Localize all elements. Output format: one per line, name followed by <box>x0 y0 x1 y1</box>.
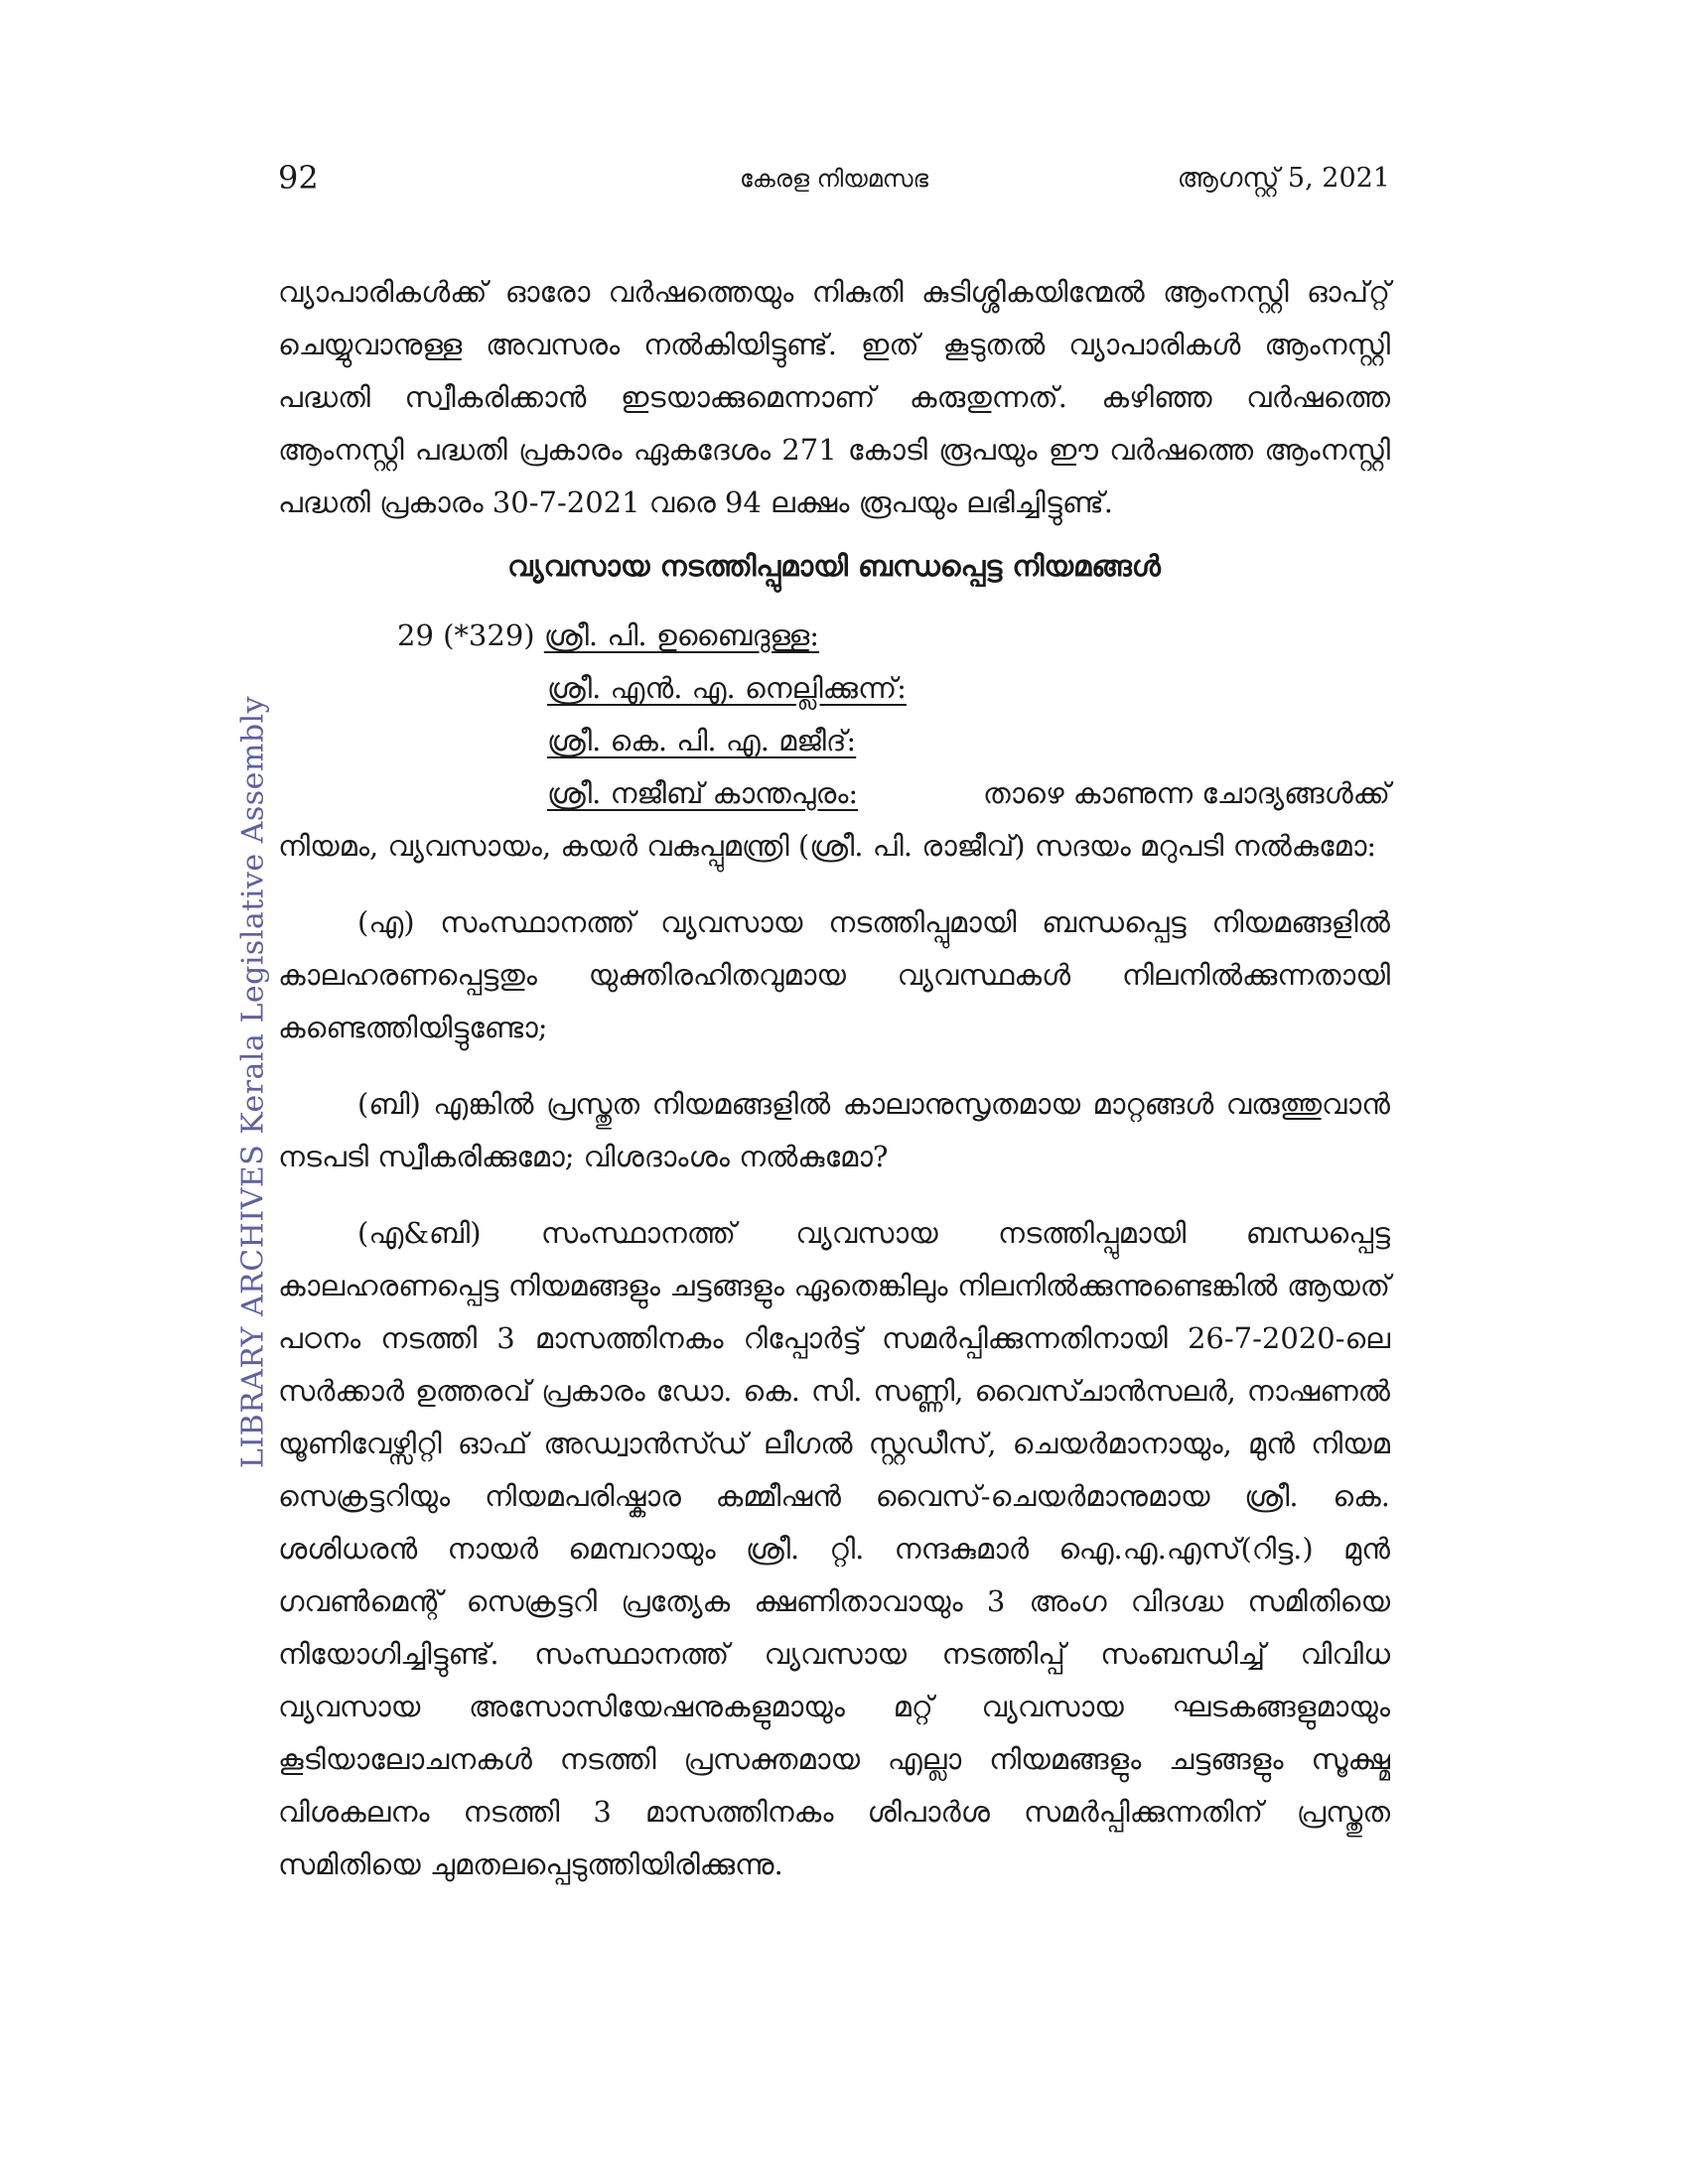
page-number: 92 <box>278 159 319 197</box>
section-heading: വ്യവസായ നടത്തിപ്പുമായി ബന്ധപ്പെട്ട നിയമങ്ങൾ <box>507 549 1161 583</box>
question-part-a: (എ) സംസ്ഥാനത്ത് വ്യവസായ നടത്തിപ്പുമായി ബന്ധപ്പെട്ട നിയമങ്ങളിൽ കാലഹരണപ്പെട്ടതും യുക്തിരഹിതവുമായ വ്യവസ്ഥകൾ നിലനിൽക്കുന്നതായി കണ്ടെത്തിയിട്ടുണ്ടോ; <box>278 905 1390 1044</box>
member-line <box>278 662 1390 715</box>
session-date: ആഗസ്റ്റ് 5, 2021 <box>1177 163 1390 194</box>
spacer <box>278 1183 1390 1207</box>
spacer <box>278 1054 1390 1078</box>
member-name: ശ്രീ. എൻ. എ. നെല്ലിക്കുന്ന്: <box>547 671 907 705</box>
member-line <box>278 767 1390 820</box>
question-intro-tail: താഴെ കാണുന്ന ചോദ്യങ്ങൾക്ക് <box>982 776 1390 810</box>
question-part-b: (ബി) എങ്കിൽ പ്രസ്തുത നിയമങ്ങളിൽ കാലാനുസൃതമായ മാറ്റങ്ങൾ വരുത്തുവാൻ നടപടി സ്വീകരിക്കുമോ; വിശദാംശം നൽകുമോ? <box>278 1087 1390 1173</box>
member-name: ശ്രീ. നജീബ് കാന്തപുരം: <box>547 776 859 810</box>
watermark-text: LIBRARY ARCHIVES Kerala Legislative Assembly <box>235 695 271 1469</box>
question-block <box>278 610 1390 1891</box>
member-name: ശ്രീ. കെ. പി. എ. മജീദ്: <box>547 724 857 757</box>
page-content <box>278 266 1390 1891</box>
question-first-line <box>278 610 1390 662</box>
page-header <box>278 159 1390 208</box>
member-line <box>278 715 1390 767</box>
assembly-name: കേരള നിയമസഭ <box>739 165 929 193</box>
member-name: ശ്രീ. പി. ഉബൈദുള്ള: <box>543 618 820 652</box>
intro-paragraph: വ്യാപാരികൾക്ക് ഓരോ വർഷത്തെയും നികുതി കുടിശ്ശികയിന്മേൽ ആംനസ്റ്റി ഓപ്റ്റ് ചെയ്യുവാനുള്ള അവസരം നൽകിയിട്ടുണ്ട്. ഇത് കൂടുതൽ വ്യാപാരികൾ ആംനസ്റ്റി പദ്ധതി സ്വീകരിക്കാൻ ഇടയാക്കുമെന്നാണ് കരുതുന്നത്. കഴിഞ്ഞ വർഷത്തെ ആംനസ്റ്റി പദ്ധതി പ്രകാരം ഏകദേശം 271 കോടി രൂപയും ഈ വർഷത്തെ ആംനസ്റ്റി പദ്ധതി പ്രകാരം 30-7-2021 വരെ 94 ലക്ഷം രൂപയും ലഭിച്ചിട്ടുണ്ട്. <box>278 275 1390 519</box>
question-intro-rest: നിയമം, വ്യവസായം, കയർ വകുപ്പുമന്ത്രി (ശ്രീ. പി. രാജീവ്) സദയം മറുപടി നൽകുമോ: <box>278 829 1377 863</box>
question-number: 29 (*329) <box>397 618 535 652</box>
spacer <box>278 873 1390 896</box>
answer-paragraph: (എ&ബി) സംസ്ഥാനത്ത് വ്യവസായ നടത്തിപ്പുമായി ബന്ധപ്പെട്ട കാലഹരണപ്പെട്ട നിയമങ്ങളും ചട്ടങ്ങളും ഏതെങ്കിലും നിലനിൽക്കുന്നുണ്ടെങ്കിൽ ആയത് പഠനം നടത്തി 3 മാസത്തിനകം റിപ്പോർട്ട് സമർപ്പിക്കുന്നതിനായി 26-7-2020-ലെ സർക്കാർ ഉത്തരവ് പ്രകാരം ഡോ. കെ. സി. സണ്ണി, വൈസ്ചാൻസലർ, നാഷണൽ യൂണിവേഴ്സിറ്റി ഓഫ് അഡ്വാൻസ്ഡ് ലീഗൽ സ്റ്റഡീസ്, ചെയർമാനായും, മുൻ നിയമ സെക്രട്ടറിയും നിയമപരിഷ്കാര കമ്മീഷൻ വൈസ്-ചെയർമാനുമായ ശ്രീ. കെ. ശശിധരൻ നായർ മെമ്പറായും ശ്രീ. റ്റി. നന്ദകുമാർ ഐ.എ.എസ്(റിട്ട.) മുൻ ഗവൺമെന്റ് സെക്രട്ടറി പ്രത്യേക ക്ഷണിതാവായും 3 അംഗ വിദഗ്ദ്ധ സമിതിയെ നിയോഗിച്ചിട്ടുണ്ട്. സംസ്ഥാനത്ത് വ്യവസായ നടത്തിപ്പ് സംബന്ധിച്ച് വിവിധ വ്യവസായ അസോസിയേഷനുകളുമായും മറ്റ് വ്യവസായ ഘടകങ്ങളുമായും കൂടിയാലോചനകൾ നടത്തി പ്രസക്തമായ എല്ലാ നിയമങ്ങളും ചട്ടങ്ങളും സൂക്ഷ്മ വിശകലനം നടത്തി 3 മാസത്തിനകം ശിപാർശ സമർപ്പിക്കുന്നതിന് പ്രസ്തുത സമിതിയെ ചുമതലപ്പെടുത്തിയിരിക്കുന്നു. <box>278 1216 1390 1881</box>
